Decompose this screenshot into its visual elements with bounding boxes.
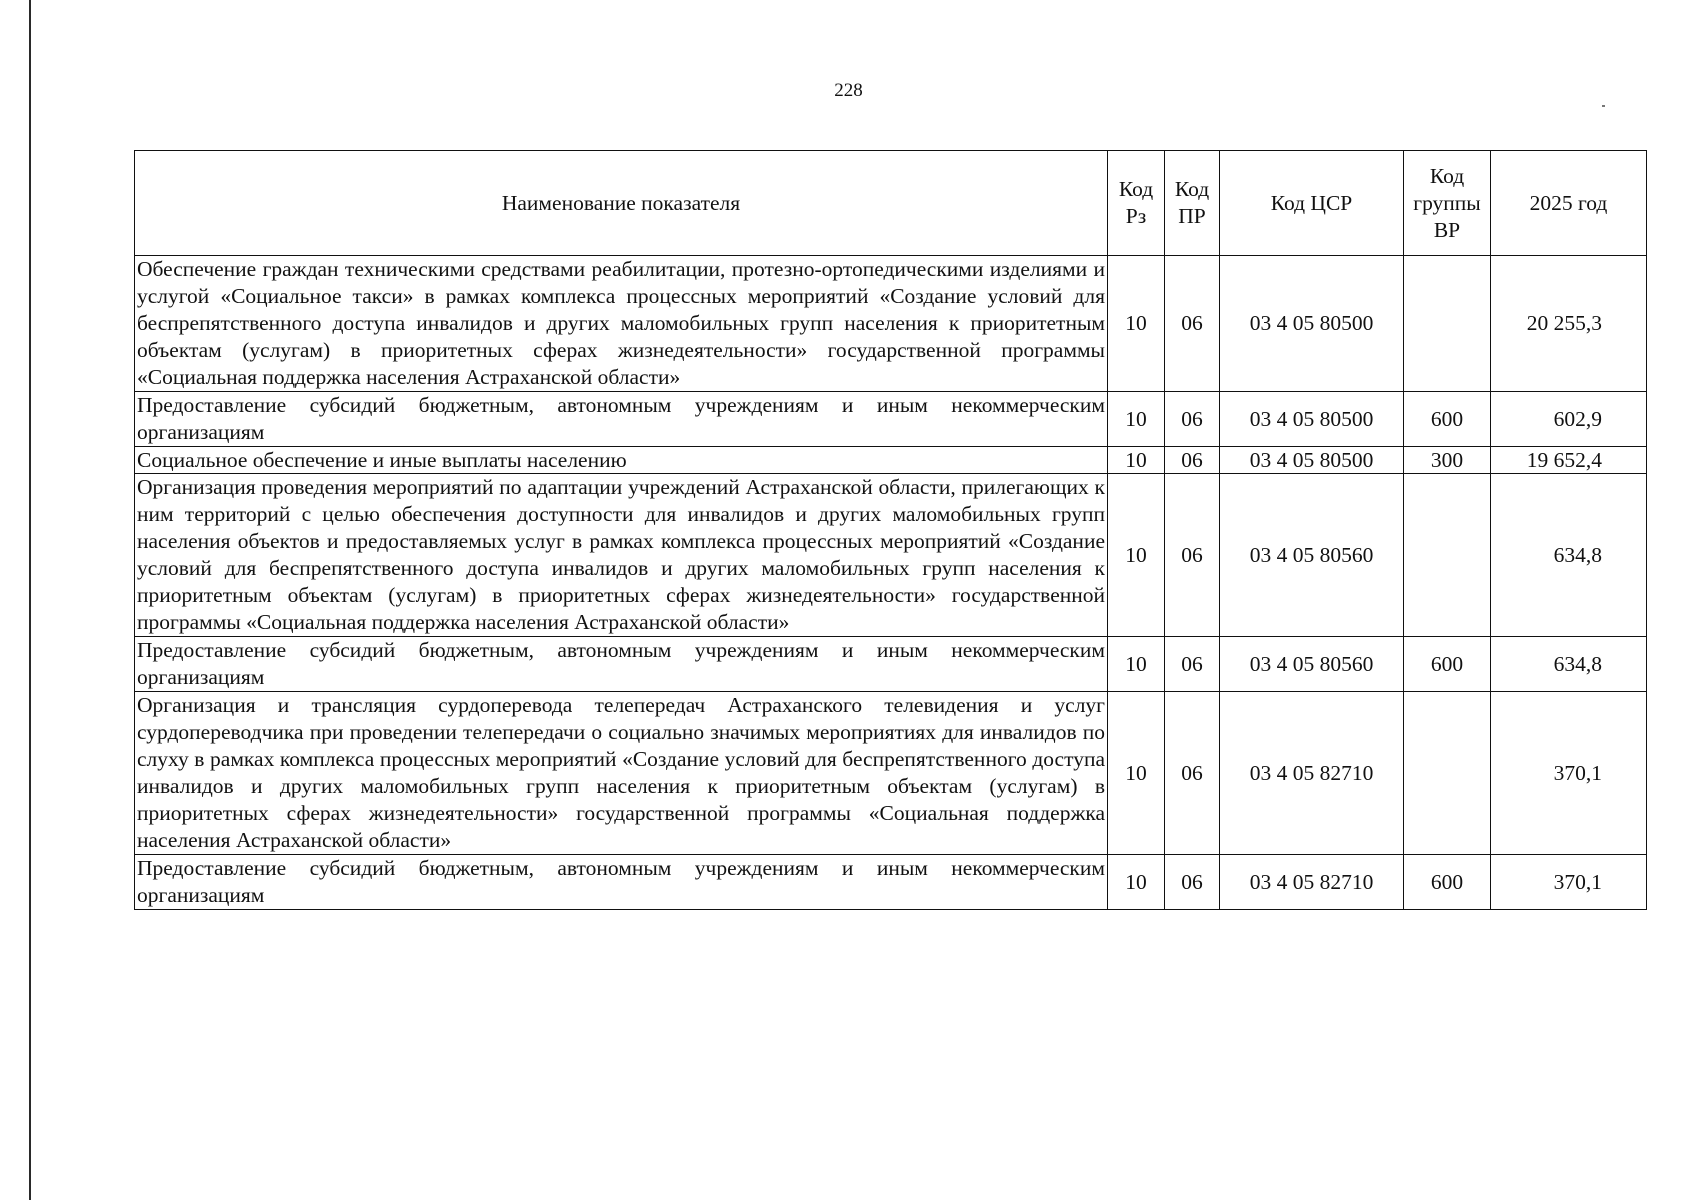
row-code-csr: 03 4 05 80500 [1220,256,1404,392]
row-code-vr: 600 [1404,637,1491,692]
row-code-csr: 03 4 05 82710 [1220,692,1404,855]
row-code-csr: 03 4 05 82710 [1220,855,1404,910]
row-amount: 602,9 [1491,392,1647,447]
row-code-csr: 03 4 05 80560 [1220,637,1404,692]
row-code-csr: 03 4 05 80560 [1220,474,1404,637]
row-code-pr: 06 [1165,855,1220,910]
header-code-pr: Код ПР [1165,151,1220,256]
header-code-vr: Код группы ВР [1404,151,1491,256]
table-row [135,855,1647,910]
row-indicator-name: Предоставление субсидий бюджетным, автономным учреждениям и иным некоммерческим организациям [135,392,1108,447]
row-amount: 370,1 [1491,855,1647,910]
table-row [135,392,1647,447]
header-indicator-name: Наименование показателя [135,151,1108,256]
row-code-vr [1404,256,1491,392]
row-code-rz: 10 [1108,637,1165,692]
row-indicator-name: Предоставление субсидий бюджетным, автономным учреждениям и иным некоммерческим организациям [135,637,1108,692]
row-code-rz: 10 [1108,692,1165,855]
table-row [135,692,1647,855]
row-code-vr [1404,692,1491,855]
table-row [135,256,1647,392]
header-code-csr: Код ЦСР [1220,151,1404,256]
table-row [135,637,1647,692]
row-code-pr: 06 [1165,637,1220,692]
row-amount: 20 255,3 [1491,256,1647,392]
row-amount: 634,8 [1491,474,1647,637]
header-year-2025: 2025 год [1491,151,1647,256]
row-amount: 634,8 [1491,637,1647,692]
table-header-row [135,151,1647,256]
row-indicator-name: Организация и трансляция сурдоперевода телепередач Астраханского телевидения и услуг сурдопереводчика при проведении телепередачи о социально значимых мероприятиях для инвалидов по слуху в рамках комплекса процессных мероприятий «Создание условий для беспрепятственного доступа инвалидов и других маломобильных групп населения к приоритетным объектам (услугам) в приоритетных сферах жизнедеятельности» государственной программы «Социальная поддержка населения Астраханской области» [135,692,1108,855]
row-indicator-name: Организация проведения мероприятий по адаптации учреждений Астраханской области, прилегающих к ним территорий с целью обеспечения доступности для инвалидов и других маломобильных групп населения объектов и предоставляемых услуг в рамках комплекса процессных мероприятий «Создание условий для беспрепятственного доступа инвалидов и других маломобильных групп населения к приоритетным объектам (услугам) в приоритетных сферах жизнедеятельности» государственной программы «Социальная поддержка населения Астраханской области» [135,474,1108,637]
scan-margin-line [29,0,31,1200]
row-code-vr: 300 [1404,447,1491,474]
row-code-csr: 03 4 05 80500 [1220,392,1404,447]
row-code-pr: 06 [1165,256,1220,392]
row-indicator-name: Предоставление субсидий бюджетным, автономным учреждениям и иным некоммерческим организациям [135,855,1108,910]
table-row [135,447,1647,474]
row-indicator-name: Социальное обеспечение и иные выплаты населению [135,447,1108,474]
row-code-pr: 06 [1165,447,1220,474]
scan-speck [1602,105,1605,107]
budget-table [134,150,1647,910]
row-indicator-name: Обеспечение граждан техническими средствами реабилитации, протезно-ортопедическими изделиями и услугой «Социальное такси» в рамках комплекса процессных мероприятий «Создание условий для беспрепятственного доступа инвалидов и других маломобильных групп населения к приоритетным объектам (услугам) в приоритетных сферах жизнедеятельности» государственной программы «Социальная поддержка населения Астраханской области» [135,256,1108,392]
row-code-rz: 10 [1108,855,1165,910]
header-code-rz: Код Рз [1108,151,1165,256]
row-code-rz: 10 [1108,447,1165,474]
row-code-rz: 10 [1108,392,1165,447]
row-code-rz: 10 [1108,256,1165,392]
row-code-csr: 03 4 05 80500 [1220,447,1404,474]
table-row [135,474,1647,637]
row-code-rz: 10 [1108,474,1165,637]
row-amount: 19 652,4 [1491,447,1647,474]
row-code-pr: 06 [1165,474,1220,637]
row-amount: 370,1 [1491,692,1647,855]
row-code-vr: 600 [1404,392,1491,447]
row-code-vr: 600 [1404,855,1491,910]
row-code-pr: 06 [1165,392,1220,447]
page-number: 228 [834,80,863,101]
row-code-pr: 06 [1165,692,1220,855]
row-code-vr [1404,474,1491,637]
